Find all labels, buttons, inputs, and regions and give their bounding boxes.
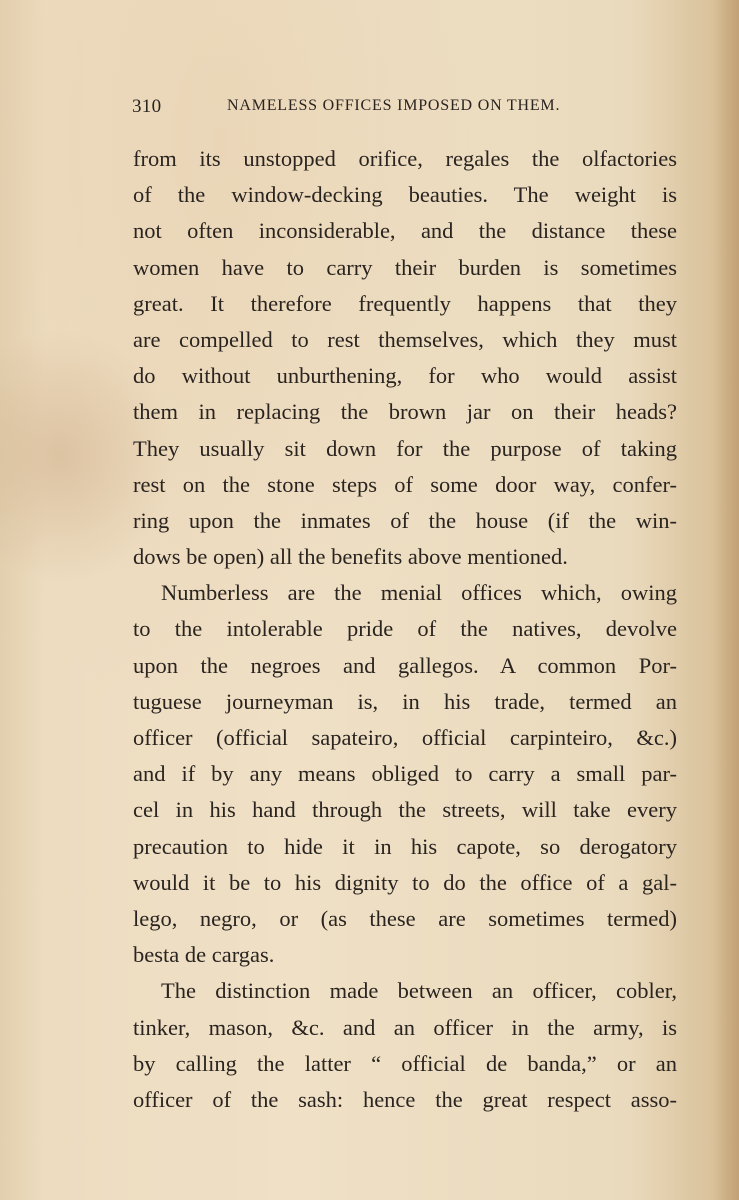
text-line: ring upon the inmates of the house (if the win-	[133, 507, 677, 533]
text-line: They usually sit down for the purpose of taking	[133, 435, 677, 461]
text-line: do without unburthening, for who would assist	[133, 363, 677, 389]
text-line: tuguese journeyman is, in his trade, termed an	[133, 688, 677, 714]
text-line: would it be to his dignity to do the office of a gal-	[133, 869, 677, 895]
text-line: besta de cargas.	[133, 942, 275, 968]
text-line: tinker, mason, &c. and an officer in the army, is	[133, 1014, 677, 1040]
text-line: lego, negro, or (as these are sometimes termed)	[133, 905, 677, 931]
text-line: them in replacing the brown jar on their heads?	[133, 399, 677, 425]
paragraph-first-line: Numberless are the menial offices which, owing	[161, 580, 677, 606]
text-line: upon the negroes and gallegos. A common Por-	[133, 652, 677, 678]
text-line: rest on the stone steps of some door way, confer-	[133, 471, 677, 497]
text-line: by calling the latter “ official de banda,” or an	[133, 1050, 677, 1076]
body-text	[133, 141, 677, 1118]
text-line: great. It therefore frequently happens that they	[133, 290, 677, 316]
text-line: women have to carry their burden is sometimes	[133, 254, 677, 280]
text-line: dows be open) all the benefits above mentioned.	[133, 544, 568, 570]
text-line: from its unstopped orifice, regales the olfactories	[133, 146, 677, 171]
text-line: precaution to hide it in his capote, so derogatory	[133, 833, 677, 859]
text-line: cel in his hand through the streets, will take every	[133, 797, 677, 823]
page-edge-shadow	[711, 0, 739, 1200]
running-head: NAMELESS OFFICES IMPOSED ON THEM.	[227, 97, 561, 114]
text-line: to the intolerable pride of the natives, devolve	[133, 616, 677, 642]
text-line: officer (official sapateiro, official carpinteiro, &c.)	[133, 725, 677, 750]
text-line: of the window-decking beauties. The weight is	[133, 182, 677, 208]
text-line: and if by any means obliged to carry a small par-	[133, 761, 677, 787]
text-line: not often inconsiderable, and the distance these	[133, 218, 677, 244]
text-line: officer of the sash: hence the great respect asso-	[133, 1086, 677, 1112]
text-line: are compelled to rest themselves, which they must	[133, 326, 677, 352]
paragraph-first-line: The distinction made between an officer, cobler,	[161, 978, 677, 1004]
page-header	[132, 96, 592, 122]
page-number: 310	[132, 96, 162, 117]
